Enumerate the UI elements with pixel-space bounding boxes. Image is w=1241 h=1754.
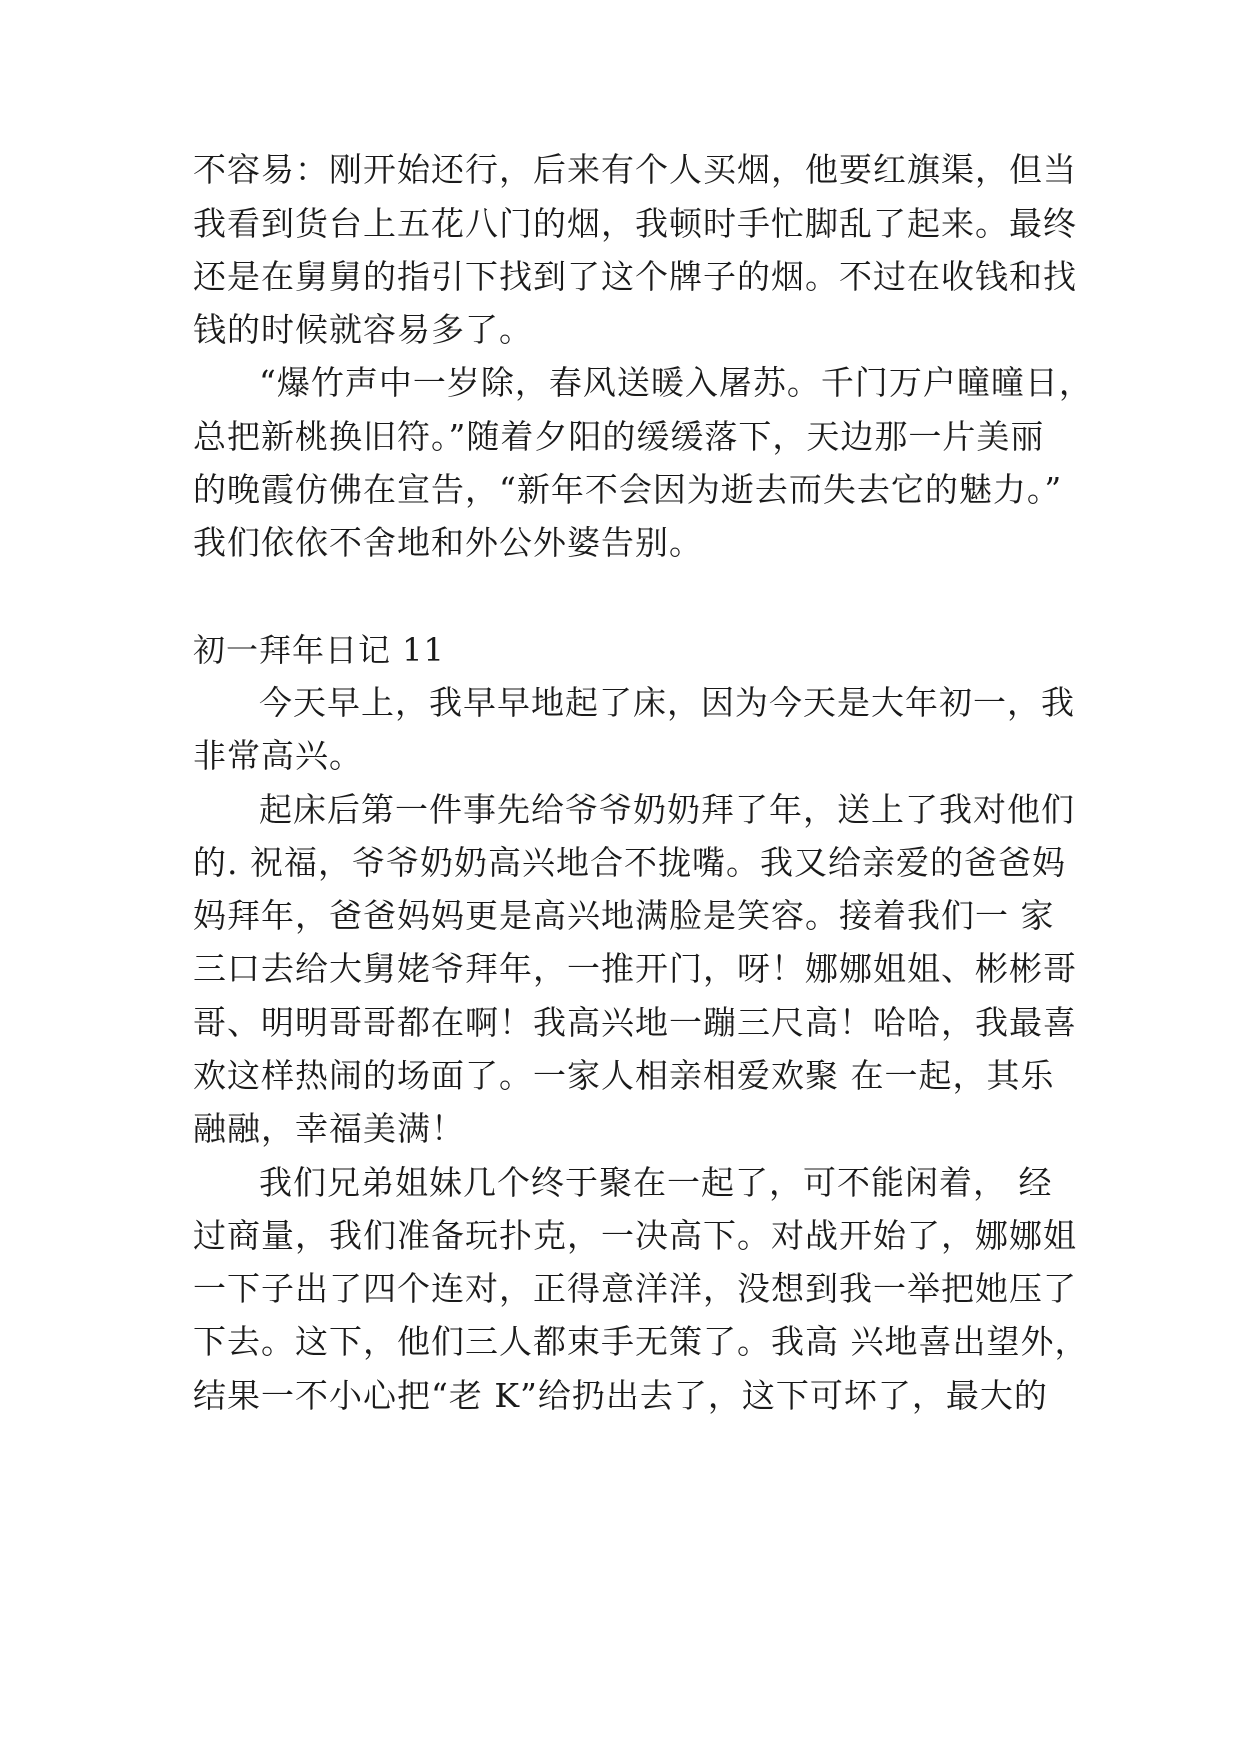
text-line: 不容易：刚开始还行，后来有个人买烟，他要红旗渠，但当 — [193, 150, 1077, 189]
text-line: 起床后第一件事先给爷爷奶奶拜了年，送上了我对他们 — [259, 790, 1075, 829]
text-line: 结果一不小心把“老 K”给扔出去了，这下可坏了，最大的 — [193, 1376, 1048, 1415]
text-line: 总把新桃换旧符。”随着夕阳的缓缓落下，天边那一片美丽 — [193, 417, 1045, 456]
section-title: 初一拜年日记 11 — [193, 631, 445, 669]
text-line: 我们兄弟姐妹几个终于聚在一起了，可不能闲着， 经 — [259, 1163, 1053, 1202]
text-line: 的晚霞仿佛在宣告，“新年不会因为逝去而失去它的魅力。” — [193, 470, 1063, 509]
text-line: 过商量，我们准备玩扑克，一决高下。对战开始了，娜娜姐 — [193, 1216, 1077, 1255]
text-line: 非常高兴。 — [193, 736, 363, 775]
text-line: 还是在舅舅的指引下找到了这个牌子的烟。不过在收钱和找 — [193, 257, 1077, 296]
text-line: 妈拜年，爸爸妈妈更是高兴地满脸是笑容。接着我们一 家 — [193, 896, 1055, 935]
text-line: 我们依依不舍地和外公外婆告别。 — [193, 523, 703, 562]
text-line: 下去。这下，他们三人都束手无策了。我高 兴地喜出望外， — [193, 1322, 1089, 1361]
text-line: 今天早上，我早早地起了床，因为今天是大年初一，我 — [259, 683, 1075, 722]
text-line: 融融，幸福美满！ — [193, 1109, 465, 1148]
text-line: 欢这样热闹的场面了。一家人相亲相爱欢聚 在一起，其乐 — [193, 1056, 1055, 1095]
text-line: 的. 祝福，爷爷奶奶高兴地合不拢嘴。我又给亲爱的爸爸妈 — [193, 843, 1066, 882]
text-line: 哥、明明哥哥都在啊！我高兴地一蹦三尺高！哈哈，我最喜 — [193, 1003, 1077, 1042]
text-line: 我看到货台上五花八门的烟，我顿时手忙脚乱了起来。最终 — [193, 204, 1077, 243]
text-line: “爆竹声中一岁除，春风送暖入屠苏。千门万户曈曈日， — [259, 363, 1093, 402]
text-line: 钱的时候就容易多了。 — [193, 310, 533, 349]
text-line: 三口去给大舅姥爷拜年，一推开门，呀！娜娜姐姐、彬彬哥 — [193, 949, 1077, 988]
text-line: 一下子出了四个连对，正得意洋洋，没想到我一举把她压了 — [193, 1269, 1077, 1308]
